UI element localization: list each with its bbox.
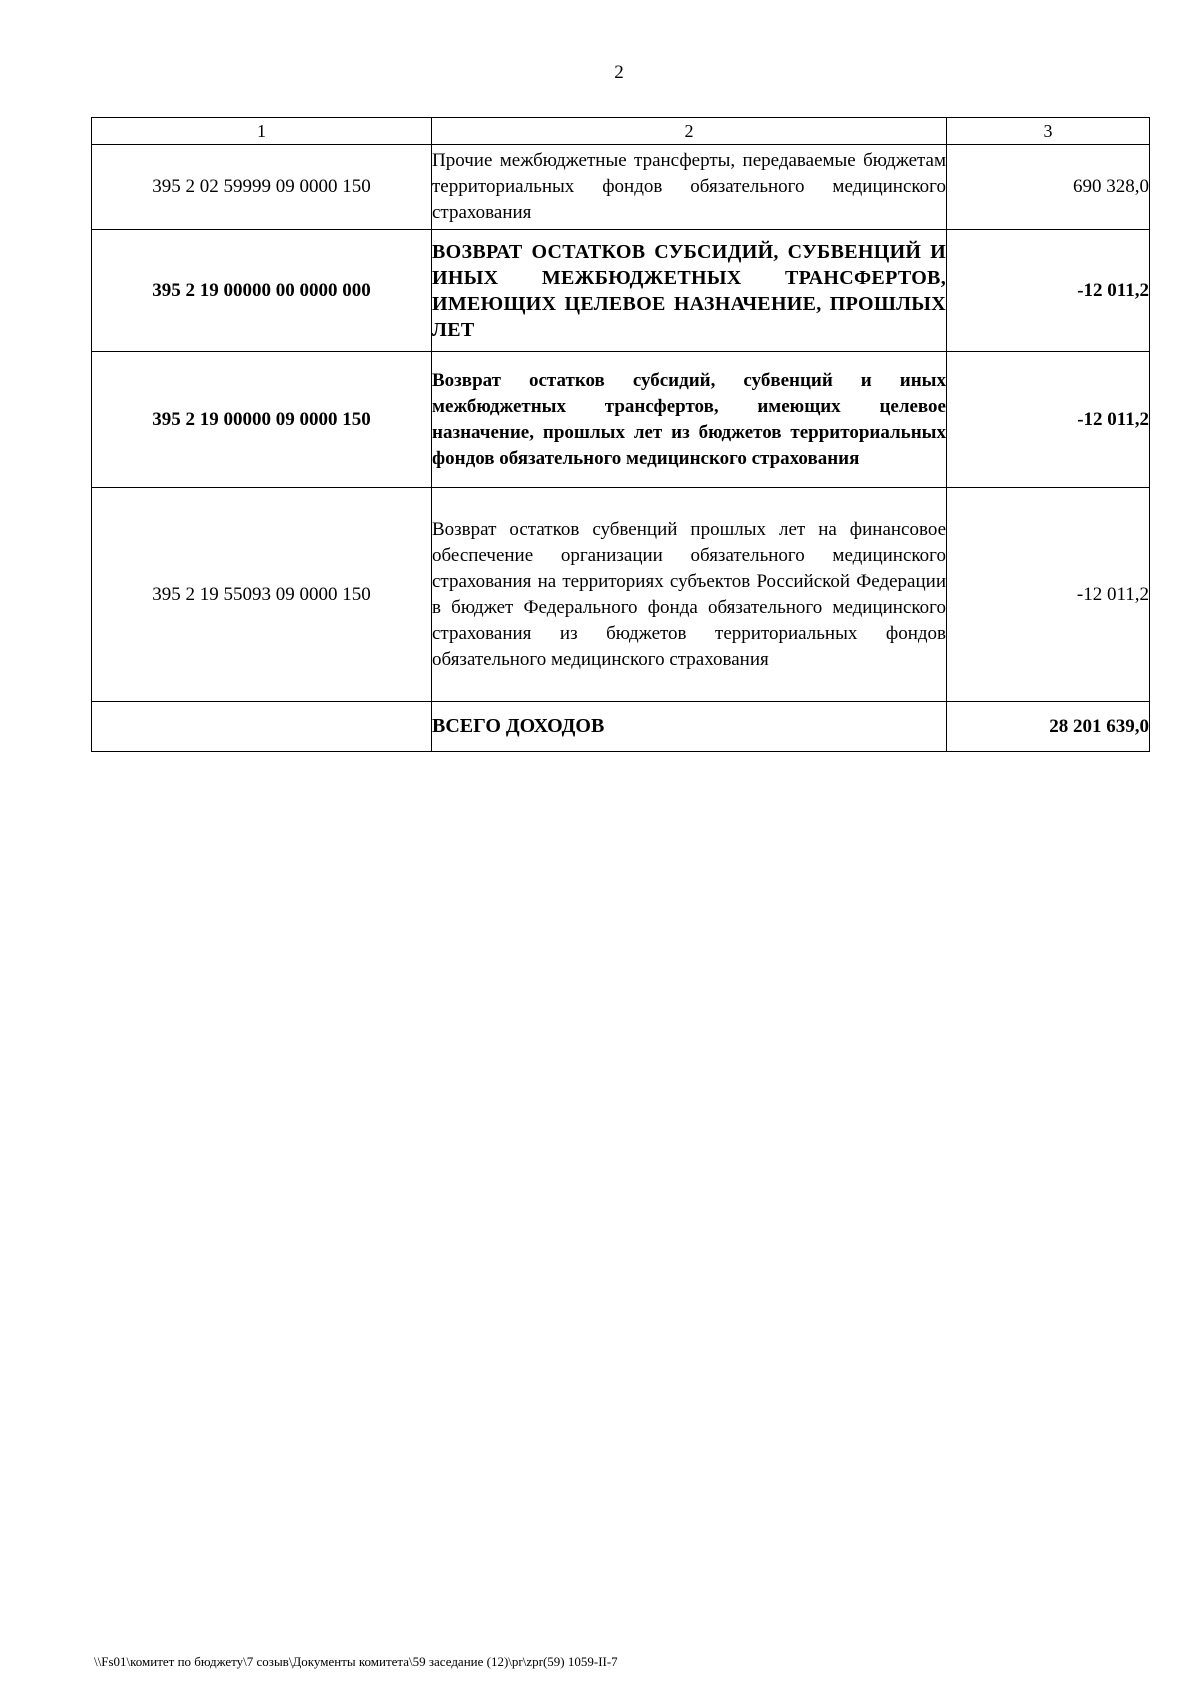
revenue-table xyxy=(91,117,1150,752)
total-amount: 28 201 639,0 xyxy=(947,702,1150,752)
row-amount: 690 328,0 xyxy=(947,145,1150,230)
total-empty-cell xyxy=(92,702,432,752)
header-col-code: 1 xyxy=(92,118,432,145)
row-code: 395 2 19 55093 09 0000 150 xyxy=(92,488,432,702)
header-col-name: 2 xyxy=(432,118,947,145)
footer-file-path: \\Fs01\комитет по бюджету\7 созыв\Документы комитета\59 заседание (12)\pr\zpr(59) 1059-II-7 xyxy=(94,1654,618,1669)
row-code: 395 2 02 59999 09 0000 150 xyxy=(92,145,432,230)
row-name: ВОЗВРАТ ОСТАТКОВ СУБСИДИЙ, СУБВЕНЦИЙ И ИНЫХ МЕЖБЮДЖЕТНЫХ ТРАНСФЕРТОВ, ИМЕЮЩИХ ЦЕЛЕВОЕ НАЗНАЧЕНИЕ, ПРОШЛЫХ ЛЕТ xyxy=(432,230,947,352)
page-number: 2 xyxy=(614,62,624,83)
table-row xyxy=(92,352,1150,488)
table-row xyxy=(92,488,1150,702)
total-row xyxy=(92,702,1150,752)
table-row xyxy=(92,230,1150,352)
row-name: Прочие межбюджетные трансферты, передаваемые бюджетам территориальных фондов обязательного медицинского страхования xyxy=(432,145,947,230)
row-name: Возврат остатков субсидий, субвенций и иных межбюджетных трансфертов, имеющих целевое назначение, прошлых лет из бюджетов территориальных фондов обязательного медицинского страхования xyxy=(432,352,947,488)
header-col-amount: 3 xyxy=(947,118,1150,145)
row-amount: -12 011,2 xyxy=(947,488,1150,702)
row-name: Возврат остатков субвенций прошлых лет на финансовое обеспечение организации обязательного медицинского страхования на территориях субъектов Российской Федерации в бюджет Федерального фонда обязательного медицинского страхования из бюджетов территориальных фондов обязательного медицинского страхования xyxy=(432,488,947,702)
table-header-row xyxy=(92,118,1150,145)
table-row xyxy=(92,145,1150,230)
row-code: 395 2 19 00000 00 0000 000 xyxy=(92,230,432,352)
total-label: ВСЕГО ДОХОДОВ xyxy=(432,702,947,752)
row-amount: -12 011,2 xyxy=(947,230,1150,352)
row-code: 395 2 19 00000 09 0000 150 xyxy=(92,352,432,488)
row-amount: -12 011,2 xyxy=(947,352,1150,488)
